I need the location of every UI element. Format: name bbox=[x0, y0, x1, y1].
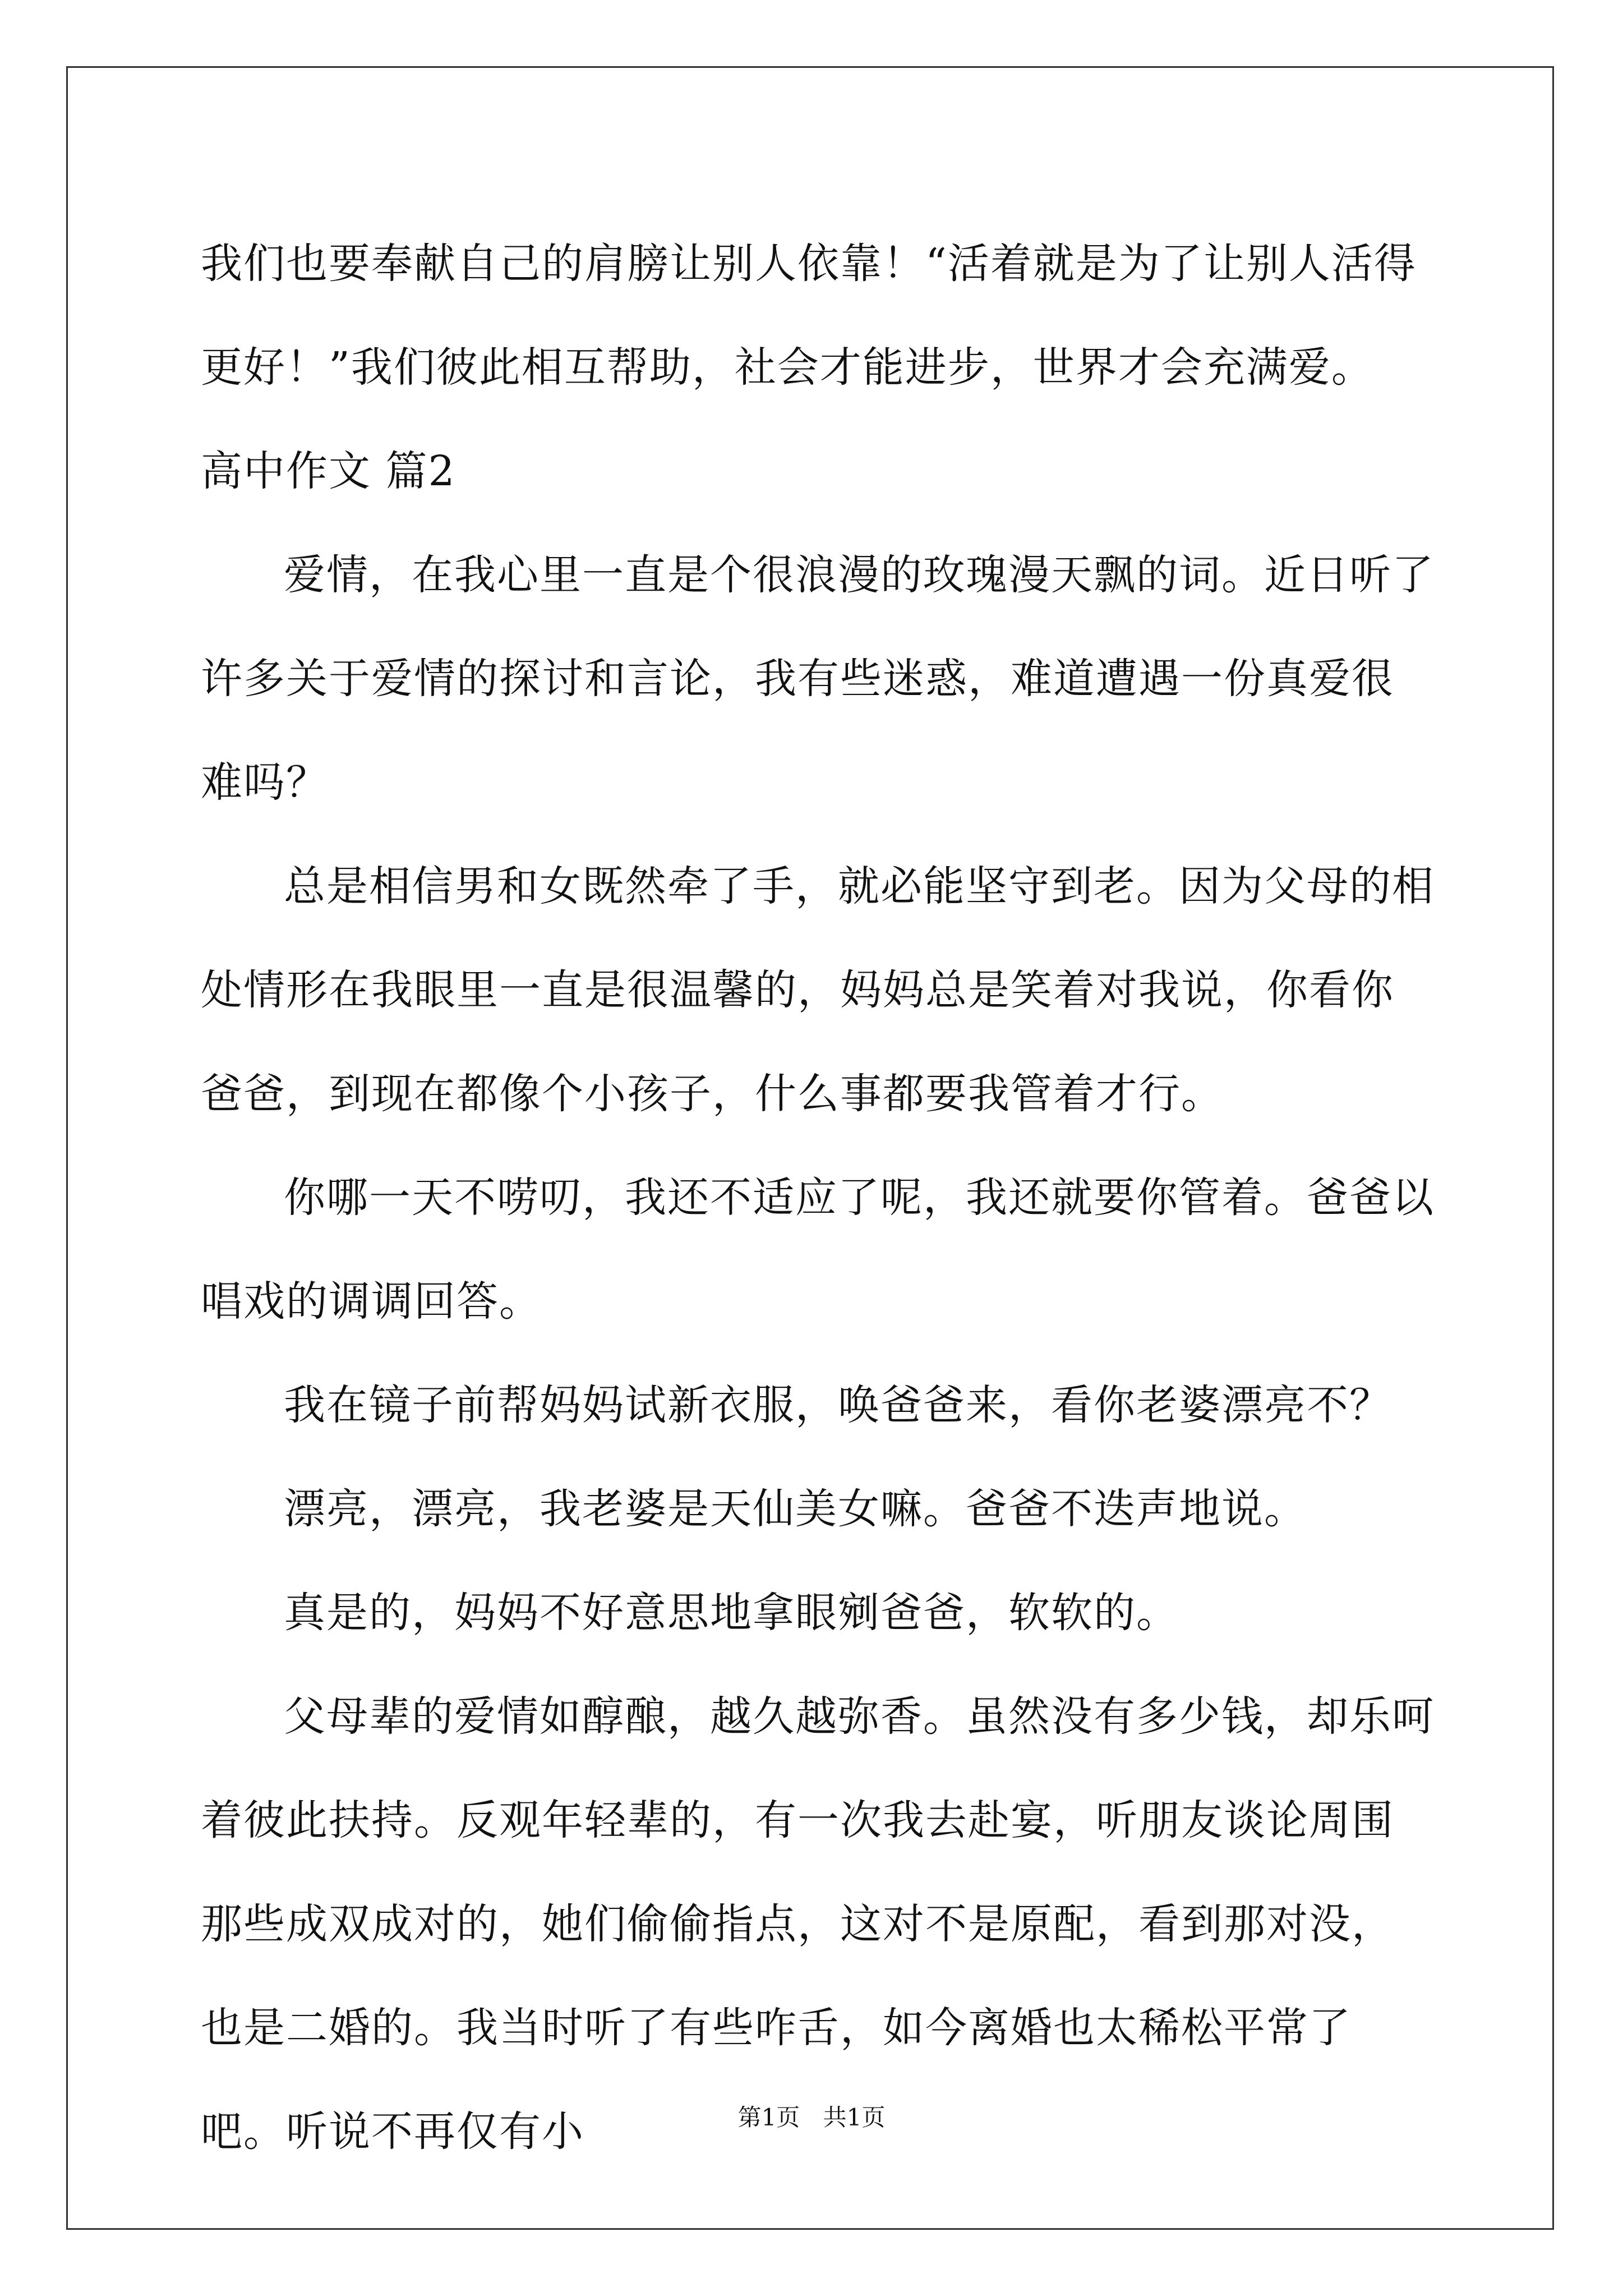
paragraph: 真是的，妈妈不好意思地拿眼剜爸爸，软软的。 bbox=[284, 1589, 1179, 1637]
paragraph: 我在镜子前帮妈妈试新衣服，唤爸爸来，看你老婆漂亮不？ bbox=[284, 1381, 1392, 1429]
document-body bbox=[201, 212, 1435, 2184]
page-footer bbox=[0, 2101, 1623, 2134]
paragraph: 爱情，在我心里一直是个很浪漫的玫瑰漫天飘的词。近日听了许多关于爱情的探讨和言论，我有些迷惑，难道遭遇一份真爱很难吗？ bbox=[201, 551, 1435, 807]
paragraph: 你哪一天不唠叨，我还不适应了呢，我还就要你管着。爸爸以唱戏的调调回答。 bbox=[201, 1174, 1435, 1326]
page-number: 第1页 bbox=[737, 2104, 800, 2131]
paragraph: 漂亮，漂亮，我老婆是天仙美女嘛。爸爸不迭声地说。 bbox=[284, 1485, 1307, 1533]
paragraph: 总是相信男和女既然牵了手，就必能坚守到老。因为父母的相处情形在我眼里一直是很温馨的，妈妈总是笑着对我说，你看你爸爸，到现在都像个小孩子，什么事都要我管着才行。 bbox=[201, 862, 1435, 1118]
page-total: 共1页 bbox=[823, 2104, 886, 2131]
paragraph: 父母辈的爱情如醇酿，越久越弥香。虽然没有多少钱，却乐呵着彼此扶持。反观年轻辈的，有一次我去赴宴，听朋友谈论周围那些成双成对的，她们偷偷指点，这对不是原配，看到那对没，也是二婚的。我当时听了有些咋舌，如今离婚也太稀松平常了吧。听说不再仅有小 bbox=[201, 1692, 1435, 2156]
section-heading: 高中作文 篇2 bbox=[201, 447, 456, 495]
paragraph-continuation: 我们也要奉献自己的肩膀让别人依靠！“活着就是为了让别人活得更好！”我们彼此相互帮助，社会才能进步，世界才会充满爱。 bbox=[201, 240, 1417, 392]
